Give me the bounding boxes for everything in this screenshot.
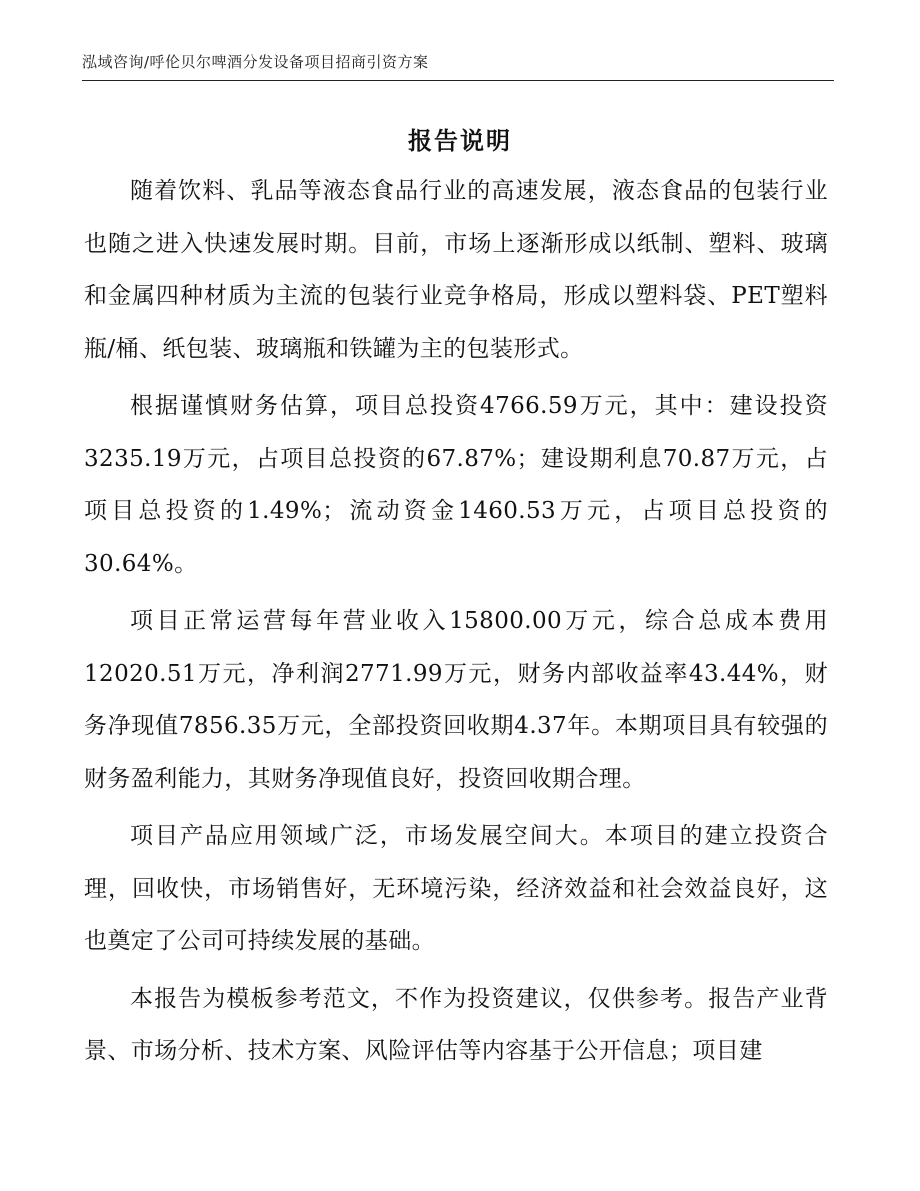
header-divider bbox=[82, 80, 834, 81]
running-header: 泓域咨询/呼伦贝尔啤酒分发设备项目招商引资方案 bbox=[82, 53, 429, 71]
paragraph-financial-returns: 项目正常运营每年营业收入15800.00万元，综合总成本费用12020.51万元，净利润2771.99万元，财务内部收益率43.44%，财务净现值7856.35万元，全部投资回收期4.37年。本期项目具有较强的财务盈利能力，其财务净现值良好，投资回收期合理。 bbox=[84, 608, 828, 792]
document-body bbox=[84, 165, 828, 1083]
paragraph-market-outlook: 项目产品应用领域广泛，市场发展空间大。本项目的建立投资合理，回收快，市场销售好，无环境污染，经济效益和社会效益良好，这也奠定了公司可持续发展的基础。 bbox=[84, 823, 828, 954]
document-title: 报告说明 bbox=[408, 127, 512, 155]
paragraph-investment-estimate: 根据谨慎财务估算，项目总投资4766.59万元，其中：建设投资3235.19万元，占项目总投资的67.87%；建设期利息70.87万元，占项目总投资的1.49%；流动资金1460.53万元，占项目总投资的30.64%。 bbox=[84, 393, 828, 577]
paragraph-disclaimer: 本报告为模板参考范文，不作为投资建议，仅供参考。报告产业背景、市场分析、技术方案、风险评估等内容基于公开信息；项目建 bbox=[84, 985, 828, 1064]
paragraph-industry-background: 随着饮料、乳品等液态食品行业的高速发展，液态食品的包装行业也随之进入快速发展时期。目前，市场上逐渐形成以纸制、塑料、玻璃和金属四种材质为主流的包装行业竞争格局，形成以塑料袋、PET塑料瓶/桶、纸包装、玻璃瓶和铁罐为主的包装形式。 bbox=[84, 178, 828, 362]
